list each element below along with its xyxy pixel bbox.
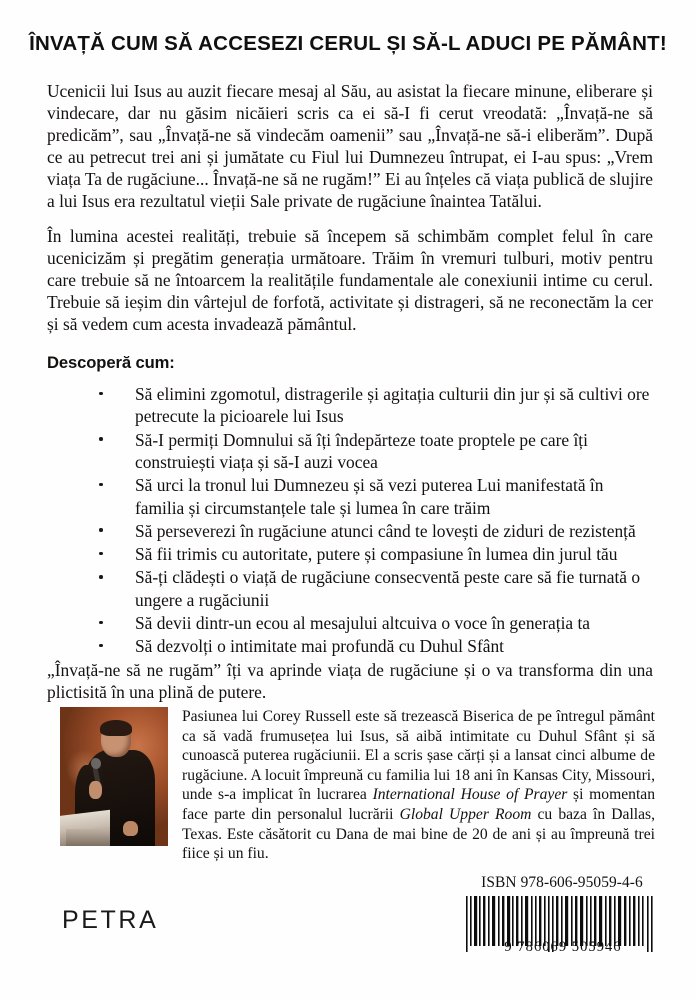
list-item-label: Să elimini zgomotul, distragerile și agitația culturii din jur și să cultivi ore petrecute la picioarele lui Isus — [135, 384, 650, 427]
list-item-label: Să devii dintr-un ecou al mesajului altcuiva o voce în generația ta — [135, 613, 591, 633]
list-item — [47, 635, 653, 657]
benefits-list — [47, 383, 653, 658]
list-item-label: Să dezvolți o intimitate mai profundă cu Duhul Sfânt — [135, 636, 504, 657]
list-item-label: Să perseverezi în rugăciune atunci când te lovești de ziduri de rezistență — [135, 520, 636, 541]
paragraph-closing: „Învață-ne să ne rugăm” îți va aprinde viața de rugăciune și o va transforma din una plictisită în una plină de putere. — [47, 659, 653, 702]
list-item-label: Să fii trimis cu autoritate, putere și compasiune în lumea din jurul tău — [135, 544, 618, 565]
bullet-dot-icon — [99, 483, 103, 487]
bio-part-2: și momentan face parte din personalul lucrării — [182, 786, 655, 823]
list-item-label: Să urci la tronul lui Dumnezeu și să vezi puterea Lui manifestată în familia și circumstanțele tale și lumea în care trăim — [135, 475, 604, 518]
isbn-number: ISBN 978-606-95059-4-6 — [481, 874, 643, 891]
list-item-label: Să-I permiți Domnului să îți îndepărteze toate proptele pe care îți construiești viața și să-I auzi vocea — [135, 429, 588, 472]
list-item — [47, 383, 653, 428]
list-item-label: Să-ți clădești o viață de rugăciune consecventă peste care să fie turnată o ungere a rugăciunii — [135, 567, 641, 610]
page-title: ÎNVAȚĂ CUM SĂ ACCESEZI CERUL ȘI SĂ-L ADUCI PE PĂMÂNT! — [29, 32, 667, 55]
bio-part-3: cu baza în Dallas, Texas. Este căsătorit cu Dana de mai bine de 20 de ani și au împreună trei fiice și un fiu. — [182, 805, 655, 863]
bullet-dot-icon — [99, 552, 103, 556]
list-item — [47, 566, 653, 611]
photo-podium-base — [66, 829, 109, 846]
bullet-dot-icon — [99, 621, 103, 625]
author-bio-section — [60, 707, 655, 864]
publisher-logo: PETRA — [62, 906, 159, 934]
section-heading-discover: Descoperă cum: — [47, 353, 175, 373]
bio-part-1: Pasiunea lui Corey Russell este să trezească Biserica de pe întregul pământ ca să vadă frumusețea lui Isus, să aibă intimitate cu Duhul Sfânt și să cunoască puterea rugăciunii. El a scris șase cărți și a lansat cinci albume de rugăciune. A locuit împreună cu familia lui 18 ani în Kansas City, Missouri, unde s-a implicat în lucrarea — [182, 708, 655, 804]
list-item — [47, 520, 653, 542]
bullet-dot-icon — [99, 528, 103, 532]
main-content — [47, 80, 653, 703]
ministry-name-ihop: International House of Prayer — [372, 786, 568, 804]
paragraph-intro: Ucenicii lui Isus au auzit fiecare mesaj al Său, au asistat la fiecare minune, eliberare și vindecare, dar nu găsim nicăieri scris ca ei să-I fi cerut vreodată: „Învață-ne să predicăm”, sau „Învață-ne să vindecăm oamenii” sau „Învață-ne să-i eliberăm”. După ce au petrecut trei ani și jumătate cu Fiul lui Dumnezeu întrupat, ei I-au spus: „Vrem viața Ta de rugăciune... Învață-ne să ne rugăm!” Ei au înțeles că viața publică de slujire a lui Isus era rezultatul vieții Sale private de rugăciune înaintea Tatălui. — [47, 81, 653, 212]
list-item — [47, 474, 653, 519]
isbn-barcode-block — [456, 874, 668, 956]
bullet-dot-icon — [99, 575, 103, 579]
paragraph-reality: În lumina acestei realități, trebuie să începem să schimbăm complet felul în care ucenicizăm și pregătim generația următoare. Trăim în vremuri tulburi, motiv pentru care trebuie să ne întoarcem la realitățile fundamentale ale conexiunii intime cu cerul. Trebuie să ieșim din vârtejul de forfotă, activitate și distrageri, să ne reconectăm la cer și să vedem cum acesta invadează pământul. — [47, 225, 653, 334]
photo-lower-hand — [123, 821, 138, 836]
photo-hair — [100, 720, 132, 737]
barcode-digits: 9 786069 505946 — [504, 939, 622, 955]
list-item — [47, 612, 653, 634]
author-photo — [60, 707, 168, 846]
ministry-name-gur: Global Upper Room — [399, 805, 532, 823]
list-item — [47, 543, 653, 565]
bullet-dot-icon — [99, 392, 103, 396]
bullet-dot-icon — [99, 437, 103, 441]
list-item — [47, 429, 653, 474]
bullet-dot-icon — [99, 644, 103, 648]
photo-hand-holding-mic — [89, 781, 102, 799]
